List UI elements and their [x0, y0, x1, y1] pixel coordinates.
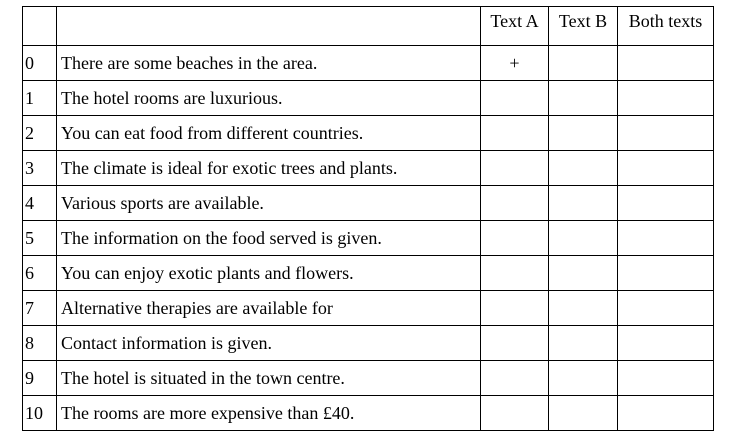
cell-both-texts[interactable]: [618, 361, 714, 396]
row-number: 5: [23, 221, 57, 256]
cell-both-texts[interactable]: [618, 116, 714, 151]
cell-text-b[interactable]: [549, 221, 618, 256]
cell-text-b[interactable]: [549, 116, 618, 151]
row-number: 9: [23, 361, 57, 396]
cell-text-b[interactable]: [549, 326, 618, 361]
cell-text-b[interactable]: [549, 81, 618, 116]
cell-text-a[interactable]: [481, 396, 549, 431]
row-statement: Alternative therapies are available for: [57, 291, 481, 326]
row-number: 3: [23, 151, 57, 186]
row-number: 8: [23, 326, 57, 361]
row-number: 4: [23, 186, 57, 221]
cell-text-a[interactable]: +: [481, 46, 549, 81]
cell-both-texts[interactable]: [618, 256, 714, 291]
cell-both-texts[interactable]: [618, 151, 714, 186]
cell-both-texts[interactable]: [618, 396, 714, 431]
table-row: [23, 151, 714, 186]
cell-text-a[interactable]: [481, 291, 549, 326]
row-number: 0: [23, 46, 57, 81]
header-number: [23, 7, 57, 46]
row-statement: You can enjoy exotic plants and flowers.: [57, 256, 481, 291]
row-statement: The hotel is situated in the town centre.: [57, 361, 481, 396]
header-statement: [57, 7, 481, 46]
cell-text-b[interactable]: [549, 186, 618, 221]
table-row: [23, 221, 714, 256]
table-row: [23, 81, 714, 116]
table-body: [23, 46, 714, 431]
header-text-b: Text B: [549, 7, 618, 46]
cell-text-b[interactable]: [549, 396, 618, 431]
cell-text-b[interactable]: [549, 291, 618, 326]
table-row: [23, 256, 714, 291]
header-text-a: Text A: [481, 7, 549, 46]
row-statement: You can eat food from different countries.: [57, 116, 481, 151]
table-row: [23, 291, 714, 326]
cell-text-a[interactable]: [481, 361, 549, 396]
row-statement: The climate is ideal for exotic trees and plants.: [57, 151, 481, 186]
cell-both-texts[interactable]: [618, 46, 714, 81]
header-both-texts: Both texts: [618, 7, 714, 46]
table-row: [23, 186, 714, 221]
cell-text-a[interactable]: [481, 326, 549, 361]
table-row: [23, 396, 714, 431]
table-row: [23, 361, 714, 396]
row-statement: The hotel rooms are luxurious.: [57, 81, 481, 116]
row-number: 10: [23, 396, 57, 431]
cell-both-texts[interactable]: [618, 291, 714, 326]
row-statement: There are some beaches in the area.: [57, 46, 481, 81]
cell-text-a[interactable]: [481, 256, 549, 291]
row-statement: The rooms are more expensive than £40.: [57, 396, 481, 431]
cell-text-a[interactable]: [481, 116, 549, 151]
row-statement: The information on the food served is given.: [57, 221, 481, 256]
row-number: 1: [23, 81, 57, 116]
cell-both-texts[interactable]: [618, 186, 714, 221]
table-row: [23, 46, 714, 81]
cell-both-texts[interactable]: [618, 221, 714, 256]
table-row: [23, 326, 714, 361]
row-number: 2: [23, 116, 57, 151]
row-statement: Various sports are available.: [57, 186, 481, 221]
cell-text-a[interactable]: [481, 151, 549, 186]
cell-text-b[interactable]: [549, 361, 618, 396]
cell-both-texts[interactable]: [618, 81, 714, 116]
answer-table: [22, 6, 714, 431]
cell-text-b[interactable]: [549, 46, 618, 81]
row-statement: Contact information is given.: [57, 326, 481, 361]
row-number: 7: [23, 291, 57, 326]
cell-text-a[interactable]: [481, 81, 549, 116]
cell-text-a[interactable]: [481, 221, 549, 256]
cell-text-a[interactable]: [481, 186, 549, 221]
cell-both-texts[interactable]: [618, 326, 714, 361]
table-header-row: [23, 7, 714, 46]
cell-text-b[interactable]: [549, 151, 618, 186]
cell-text-b[interactable]: [549, 256, 618, 291]
table-row: [23, 116, 714, 151]
row-number: 6: [23, 256, 57, 291]
